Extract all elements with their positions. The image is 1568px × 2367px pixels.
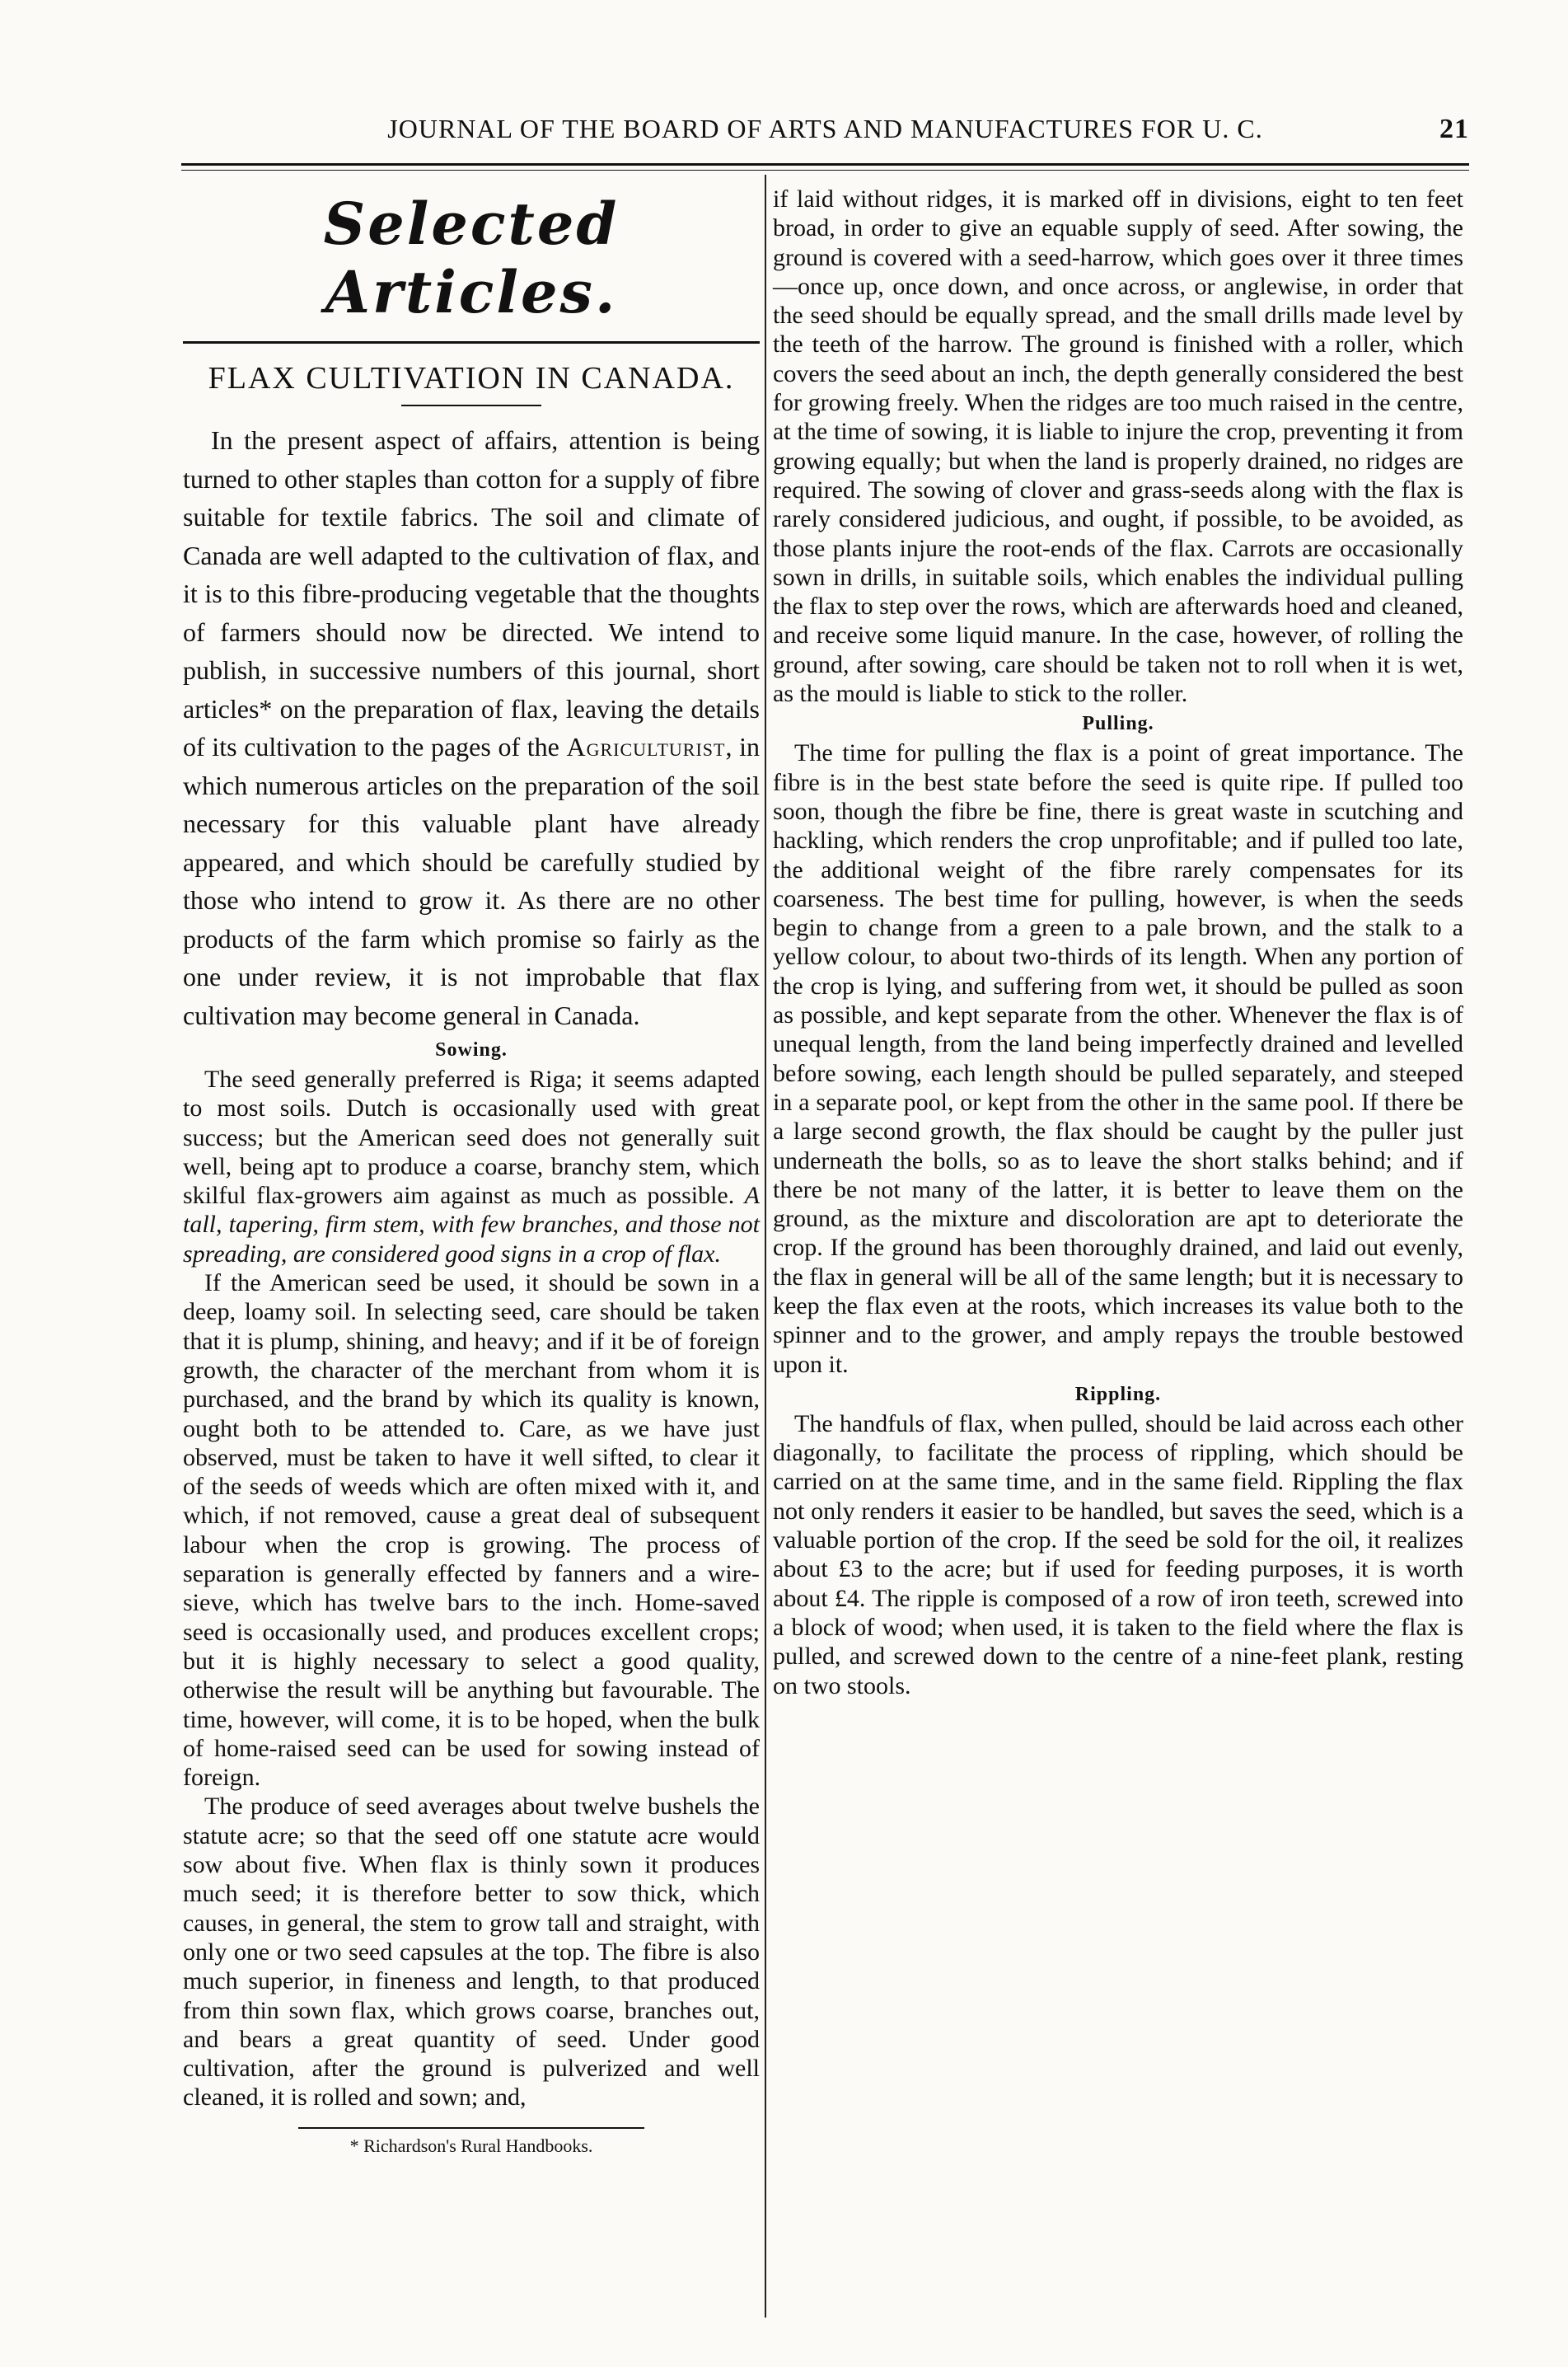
- header-rule-thin: [181, 170, 1469, 171]
- sowing-continuation: if laid without ridges, it is marked off in divisions, eight to ten feet broad, in order to give an equable supply of seed. After sowing, the ground is covered with a seed-harrow, which goes over it three times—once up, once down, and once across, or anglewise, in order that the seed should be equally spread, and the small drills made level by the teeth of the harrow. The ground is finished with a roller, which covers the seed about an inch, the depth generally considered the best for growing freely. When the ridges are too much raised in the centre, at the time of sowing, it is liable to injure the crop, preventing it from growing equally; but when the land is properly drained, no ridges are required. The sowing of clover and grass-seeds along with the flax is rarely considered judicious, and ought, if possible, to be avoided, as those plants injure the root-ends of the flax. Carrots are occasionally sown in drills, in suitable soils, which enables the individual pulling the flax to step over the rows, which are afterwards hoed and cleaned, and receive some liquid manure. In the case, however, of rolling the ground, after sowing, care should be taken not to roll when it is wet, as the mould is liable to stick to the roller.: [773, 185, 1463, 708]
- section-rule: [183, 341, 760, 344]
- subheading-rippling: Rippling.: [1074, 1383, 1162, 1405]
- sowing-paragraph-2: If the American seed be used, it should be sown in a deep, loamy soil. In selecting seed, care should be taken that it is plump, shining, and heavy; and if it be of foreign growth, the character of the merchant from whom it is purchased, and the brand by which its quality is known, ought both to be attended to. Care, as we have just observed, must be taken to have it well sifted, to clear it of the seeds of weeds which are often mixed with it, and which, if not removed, cause a great deal of subsequent labour when the crop is growing. The process of separation is generally effected by fanners and a wire-sieve, which has twelve bars to the inch. Home-saved seed is occasionally used, and produces excellent crops; but it is highly necessary to select a good quality, otherwise the result will be anything but favourable. The time, however, will come, it is to be hoped, when the bulk of home-raised seed can be used for sowing instead of foreign.: [183, 1269, 760, 1792]
- footnote: * Richardson's Rural Handbooks.: [349, 2135, 593, 2156]
- article-title: FLAX CULTIVATION IN CANADA.: [208, 361, 735, 396]
- rippling-paragraph: The handfuls of flax, when pulled, should be laid across each other diagonally, to facilitate the process of rippling, which should be carried on at the same time, and in the same field. Rippling the flax not only renders it easier to be handled, but saves the seed, which is a valuable portion of the crop. If the seed be sold for the oil, it realizes about £3 to the acre; but if used for feeding purposes, it is worth about £4. The ripple is composed of a row of iron teeth, screwed into a block of wood; when used, it is taken to the field where the flax is pulled, and screwed down to the centre of a nine-feet plank, resting on two stools.: [773, 1409, 1463, 1699]
- intro-paragraph: In the present aspect of affairs, attention is being turned to other staples than cotton for a supply of fibre suitable for textile fabrics. The soil and climate of Canada are well adapted to the cultivation of flax, and it is to this fibre-producing vegetable that the thoughts of farmers should now be directed. We intend to publish, in successive numbers of this journal, short articles* on the preparation of flax, leaving the details of its cultivation to the pages of the Agriculturist, in which numerous articles on the preparation of the soil necessary for this valuable plant have already appeared, and which should be carefully studied by those who intend to grow it. As there are no other products of the farm which promise so fairly as the one under review, it is not improbable that flax cultivation may become general in Canada.: [183, 425, 761, 1030]
- column-divider: [765, 175, 766, 2318]
- subheading-pulling: Pulling.: [1082, 713, 1154, 735]
- sowing-emphasis: A tall, tapering, firm stem, with few branches, and those not spreading, are considered good signs in a crop of flax.: [183, 1182, 760, 1268]
- subheading-sowing: Sowing.: [435, 1039, 508, 1061]
- sowing-paragraph-3: The produce of seed averages about twelve bushels the statute acre; so that the seed off one statute acre would sow about five. When flax is thinly sown it produces much seed; it is therefore better to sow thick, which causes, in general, the stem to grow tall and straight, with only one or two seed capsules at the top. The fibre is also much superior, in fineness and length, to that produced from thin sown flax, which grows coarse, branches out, and bears a great quantity of seed. Under good cultivation, after the ground is pulverized and well cleaned, it is rolled and sown; and,: [183, 1793, 760, 2112]
- pulling-paragraph: The time for pulling the flax is a point of great importance. The fibre is in the best state before the seed is quite ripe. If pulled too soon, though the fibre be fine, there is great waste in scutching and hackling, which renders the crop unprofitable; and if pulled too late, the additional weight of the fibre rarely compensates for its coarseness. The best time for pulling, however, is when the seeds begin to change from a green to a pale brown, and the stalk to a yellow colour, to about two-thirds of its length. When any portion of the crop is lying, and suffering from wet, it should be pulled as soon as possible, and kept separate from the other. Whenever the flax is of unequal length, from the land being imperfectly drained and levelled before sowing, each length should be pulled separately, and steeped in a separate pool, or kept from the other in the same pool. If there be a large second growth, the flax should be caught by the puller just underneath the bolls, so as to leave the short stalks behind; and if there be not many of the latter, it is better to leave them on the ground, as the mixture and discoloration are apt to deteriorate the crop. If the ground has been thoroughly drained, and laid out evenly, the flax in general will be all of the same length; but it is necessary to keep the flax even at the roots, which increases its value both to the spinner and to the grower, and amply repays the trouble bestowed upon it.: [773, 739, 1463, 1378]
- header-rule-thick: [181, 163, 1469, 166]
- page-number: 21: [1439, 114, 1469, 144]
- agriculturist-ref: Agriculturist: [566, 732, 726, 762]
- section-heading: Selected Articles.: [323, 190, 620, 326]
- title-rule: [401, 405, 541, 406]
- running-head: [181, 114, 1469, 150]
- right-column: [773, 185, 1463, 1700]
- left-column: [183, 185, 760, 2157]
- sowing-paragraph-1: The seed generally preferred is Riga; it seems adapted to most soils. Dutch is occasionally used with great success; but the American seed does not generally suit well, being apt to produce a coarse, branchy stem, which skilful flax-growers aim against as much as possible. A tall, tapering, firm stem, with few branches, and those not spreading, are considered good signs in a crop of flax.: [183, 1066, 760, 1268]
- journal-title: JOURNAL OF THE BOARD OF ARTS AND MANUFACTURES FOR U. C.: [387, 114, 1263, 143]
- footnote-rule: [298, 2127, 644, 2129]
